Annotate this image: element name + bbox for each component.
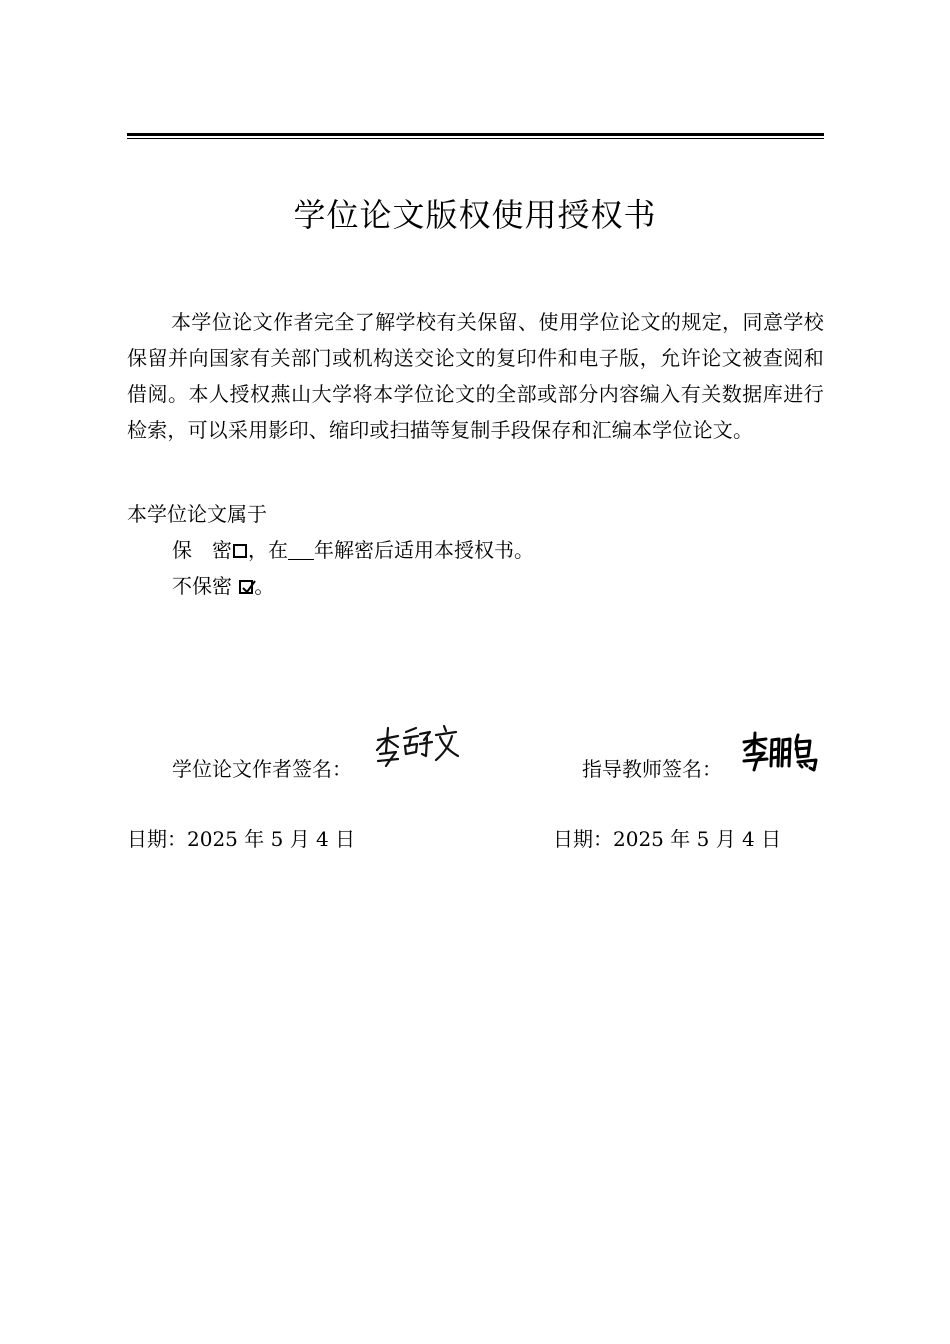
advisor-date: 日期：2025 年 5 月 4 日: [553, 827, 782, 851]
advisor-signature-label: 指导教师签名：: [582, 757, 722, 781]
not-secret-checkbox[interactable]: [239, 580, 253, 594]
option-secret-label: 保 密: [172, 538, 232, 562]
top-rule-thick: [127, 133, 824, 136]
year-blank: [288, 539, 314, 560]
author-date: 日期：2025 年 5 月 4 日: [127, 827, 356, 851]
author-signature-label: 学位论文作者签名：: [172, 757, 352, 781]
option-secret-suffix-after: 年解密后适用本授权书。: [314, 538, 534, 562]
author-handwritten-signature: [372, 722, 462, 772]
option-secret: [172, 536, 534, 564]
top-rule-thin: [127, 138, 824, 139]
belongs-label: 本学位论文属于: [127, 502, 267, 526]
option-not-secret-label: 不保密: [172, 574, 232, 598]
secret-checkbox[interactable]: [233, 544, 247, 558]
page-title: 学位论文版权使用授权书: [293, 196, 657, 234]
authorization-paragraph: 本学位论文作者完全了解学校有关保留、使用学位论文的规定，同意学校保留并向国家有关部门或机构送交论文的复印件和电子版，允许论文被查阅和借阅。本人授权燕山大学将本学位论文的全部或部分内容编入有关数据库进行检索，可以采用影印、缩印或扫描等复制手段保存和汇编本学位论文。: [127, 310, 824, 442]
option-not-secret: [172, 572, 274, 600]
advisor-handwritten-signature: [740, 730, 820, 775]
option-not-secret-suffix: 。: [254, 574, 275, 598]
option-secret-suffix-before: ，在: [248, 538, 288, 562]
check-mark-icon: [240, 579, 258, 597]
